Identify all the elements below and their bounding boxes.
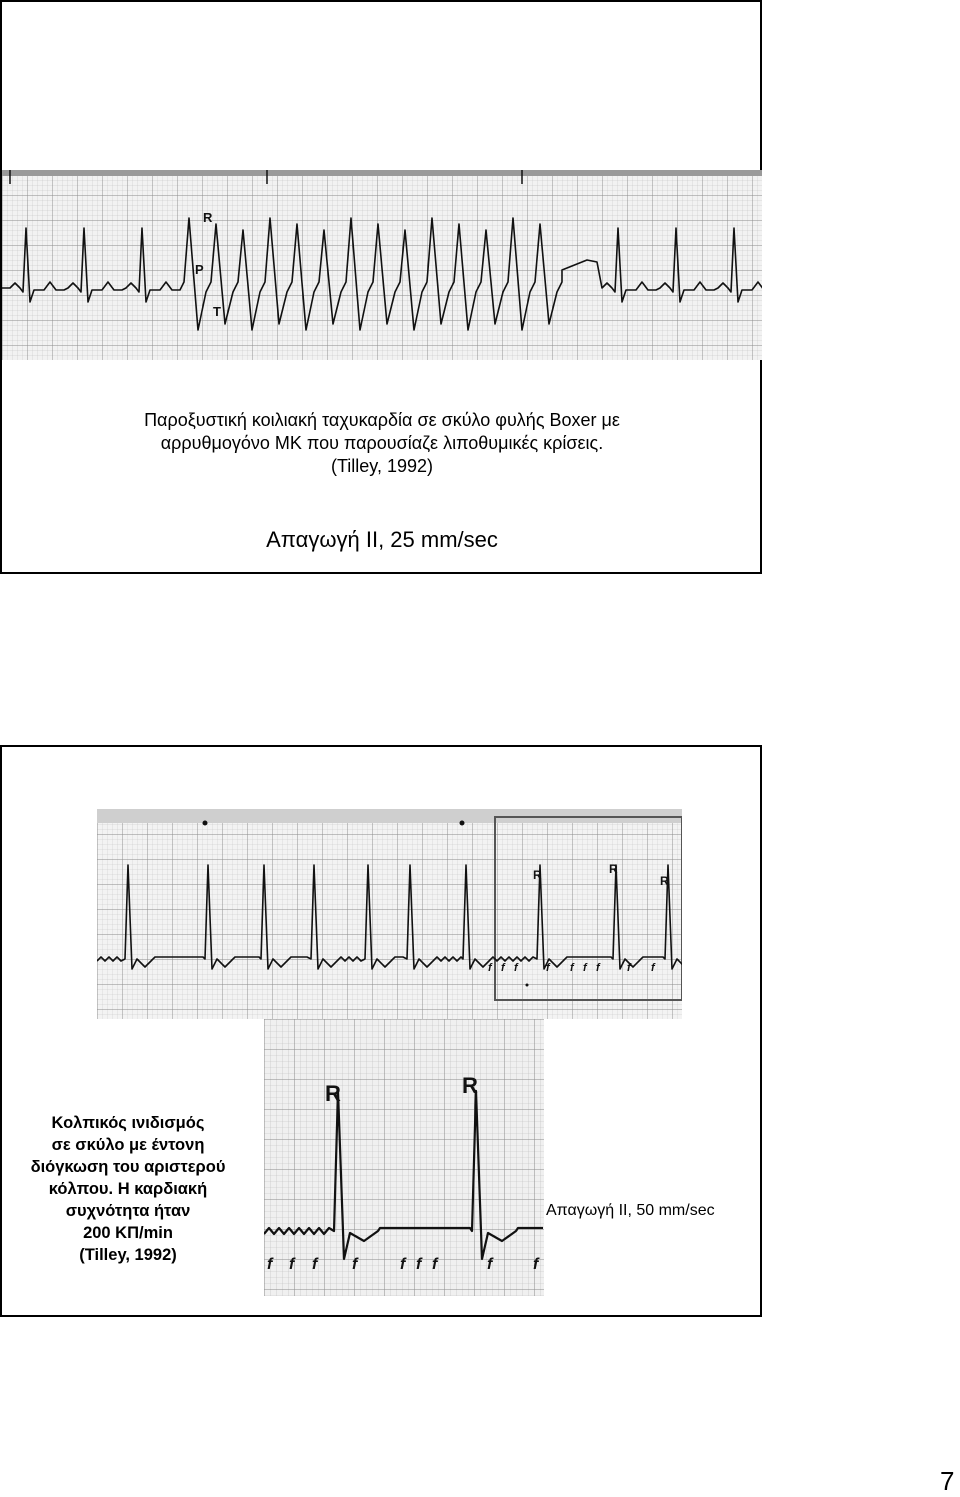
r-wave-label: R (325, 1081, 341, 1106)
f-wave-label: f (596, 962, 600, 974)
r-wave-label: R (203, 210, 213, 225)
caption-line: Κολπικός ινιδισμός (51, 1114, 205, 1132)
p-wave-label: P (195, 262, 204, 277)
caption-citation: (Tilley, 1992) (79, 1246, 177, 1264)
caption-line: αρρυθμογόνο ΜΚ που παρουσίαζε λιποθυμικές κρίσεις. (160, 433, 604, 453)
slide-ventricular-tachycardia (0, 0, 762, 574)
r-wave-label: R (533, 868, 542, 882)
r-wave-label: R (660, 874, 669, 888)
page-number: 7 (940, 1466, 955, 1496)
r-wave-label: R (462, 1073, 478, 1098)
figure-caption (8, 1112, 248, 1266)
lead-info: Απαγωγή ΙΙ, 50 mm/sec (546, 1202, 715, 1219)
f-wave-label: f (312, 1256, 318, 1273)
r-wave-label: R (609, 862, 618, 876)
caption-line: Παροξυστική κοιλιακή ταχυκαρδία σε σκύλο φυλής Boxer με (144, 410, 620, 430)
figure-caption (2, 409, 762, 478)
slide-atrial-fibrillation (0, 745, 762, 1317)
caption-line: συχνότητα ήταν (65, 1202, 191, 1220)
caption-line: κόλπου. Η καρδιακή (48, 1180, 208, 1198)
caption-citation: (Tilley, 1992) (330, 456, 434, 476)
f-wave-label: f (546, 962, 550, 974)
f-wave-label: f (501, 962, 505, 974)
f-wave-label: f (514, 962, 518, 974)
f-wave-label: f (487, 1256, 493, 1273)
f-wave-label: f (651, 962, 655, 974)
caption-line: σε σκύλο με έντονη (51, 1136, 205, 1154)
f-wave-label: f (488, 962, 492, 974)
f-wave-label: f (267, 1256, 273, 1273)
lead-info: Απαγωγή ΙΙ, 25 mm/sec (266, 527, 498, 552)
f-wave-label: f (416, 1256, 422, 1273)
caption-line: διόγκωση του αριστερού (30, 1158, 226, 1176)
f-wave-label: f (400, 1256, 406, 1273)
t-wave-label: T (213, 304, 221, 319)
ecg-strip-ventricular-tachycardia (2, 170, 762, 360)
f-wave-label: f (570, 962, 574, 974)
f-wave-label: f (533, 1256, 539, 1273)
caption-line: 200 ΚΠ/min (83, 1224, 173, 1242)
ecg-strip-atrial-fibrillation (97, 809, 682, 1019)
f-wave-label: f (352, 1256, 358, 1273)
f-wave-label: f (627, 962, 631, 974)
f-wave-label: f (289, 1256, 295, 1273)
ecg-strip-atrial-fibrillation-detail (264, 1019, 544, 1296)
f-wave-label: f (583, 962, 587, 974)
f-wave-label: f (432, 1256, 438, 1273)
